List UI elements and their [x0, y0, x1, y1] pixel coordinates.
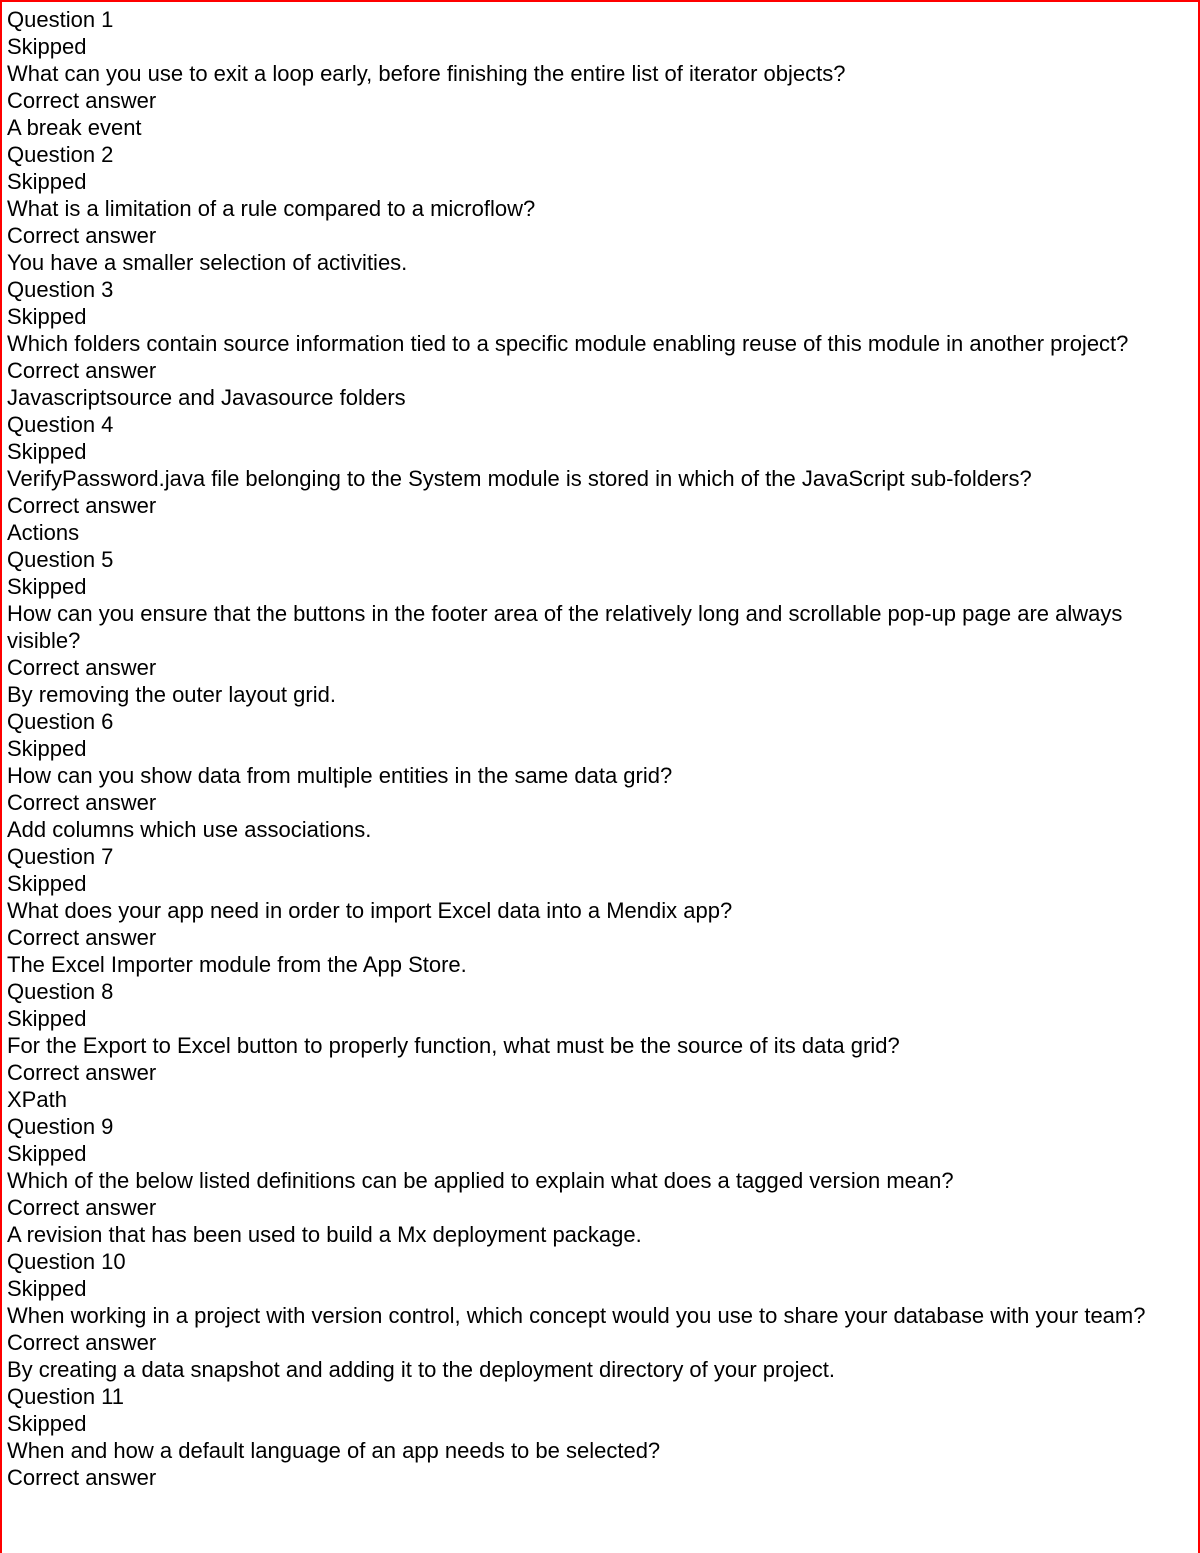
question-block	[7, 1113, 1187, 1248]
question-prompt: Which folders contain source information tied to a specific module enabling reuse of this module in another project?	[7, 331, 1129, 356]
question-block	[7, 141, 1187, 276]
question-block	[7, 708, 1187, 843]
question-title: Question 10	[7, 1249, 126, 1274]
correct-answer-text: A break event	[7, 115, 142, 140]
question-prompt: How can you show data from multiple entities in the same data grid?	[7, 763, 673, 788]
question-title: Question 9	[7, 1114, 114, 1139]
question-status: Skipped	[7, 1276, 87, 1301]
correct-answer-label: Correct answer	[7, 358, 157, 383]
question-block	[7, 546, 1187, 708]
correct-answer-label: Correct answer	[7, 925, 157, 950]
correct-answer-label: Correct answer	[7, 1195, 157, 1220]
question-prompt: When and how a default language of an app needs to be selected?	[7, 1438, 661, 1463]
correct-answer-text: The Excel Importer module from the App Store.	[7, 952, 467, 977]
question-status: Skipped	[7, 169, 87, 194]
correct-answer-text: A revision that has been used to build a Mx deployment package.	[7, 1222, 642, 1247]
correct-answer-text: Actions	[7, 520, 80, 545]
correct-answer-text: Add columns which use associations.	[7, 817, 372, 842]
correct-answer-label: Correct answer	[7, 655, 157, 680]
correct-answer-text: Javascriptsource and Javasource folders	[7, 385, 406, 410]
correct-answer-label: Correct answer	[7, 493, 157, 518]
correct-answer-label: Correct answer	[7, 790, 157, 815]
correct-answer-label: Correct answer	[7, 1060, 157, 1085]
question-prompt: Which of the below listed definitions can be applied to explain what does a tagged version mean?	[7, 1168, 954, 1193]
question-prompt: What is a limitation of a rule compared to a microflow?	[7, 196, 536, 221]
question-title: Question 1	[7, 7, 114, 32]
question-status: Skipped	[7, 34, 87, 59]
question-block	[7, 843, 1187, 978]
question-title: Question 2	[7, 142, 114, 167]
question-title: Question 7	[7, 844, 114, 869]
question-prompt: For the Export to Excel button to properly function, what must be the source of its data grid?	[7, 1033, 900, 1058]
question-block	[7, 411, 1187, 546]
question-title: Question 3	[7, 277, 114, 302]
correct-answer-text: By removing the outer layout grid.	[7, 682, 336, 707]
question-prompt: VerifyPassword.java file belonging to the System module is stored in which of the JavaScript sub-folders?	[7, 466, 1032, 491]
question-title: Question 5	[7, 547, 114, 572]
correct-answer-label: Correct answer	[7, 223, 157, 248]
correct-answer-label: Correct answer	[7, 1465, 157, 1490]
question-title: Question 6	[7, 709, 114, 734]
question-block	[7, 1248, 1187, 1383]
correct-answer-label: Correct answer	[7, 1330, 157, 1355]
question-prompt: When working in a project with version control, which concept would you use to share your database with your team?	[7, 1303, 1146, 1328]
correct-answer-label: Correct answer	[7, 88, 157, 113]
correct-answer-text: You have a smaller selection of activities.	[7, 250, 408, 275]
question-status: Skipped	[7, 1411, 87, 1436]
question-block	[7, 978, 1187, 1113]
question-status: Skipped	[7, 574, 87, 599]
question-title: Question 11	[7, 1384, 125, 1409]
question-status: Skipped	[7, 1141, 87, 1166]
question-prompt: What can you use to exit a loop early, before finishing the entire list of iterator objects?	[7, 61, 846, 86]
question-block	[7, 1383, 1187, 1491]
question-block	[7, 6, 1187, 141]
question-title: Question 4	[7, 412, 114, 437]
question-status: Skipped	[7, 1006, 87, 1031]
question-block	[7, 276, 1187, 411]
correct-answer-text: By creating a data snapshot and adding it to the deployment directory of your project.	[7, 1357, 835, 1382]
question-status: Skipped	[7, 439, 87, 464]
question-status: Skipped	[7, 736, 87, 761]
question-title: Question 8	[7, 979, 114, 1004]
question-list	[7, 6, 1187, 1491]
correct-answer-text: XPath	[7, 1087, 67, 1112]
question-prompt: How can you ensure that the buttons in the footer area of the relatively long and scrollable pop-up page are always visible?	[7, 601, 1123, 653]
question-prompt: What does your app need in order to import Excel data into a Mendix app?	[7, 898, 733, 923]
question-status: Skipped	[7, 871, 87, 896]
question-status: Skipped	[7, 304, 87, 329]
